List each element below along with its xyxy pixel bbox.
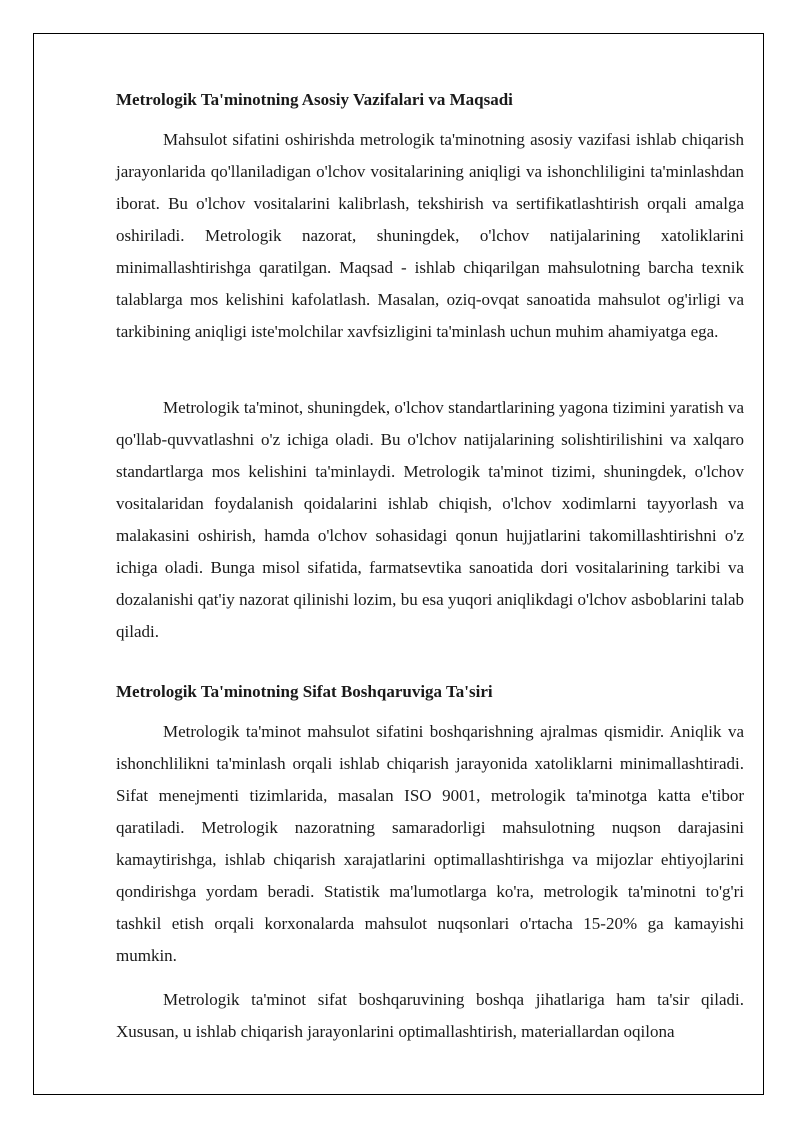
paragraph: Metrologik ta'minot, shuningdek, o'lchov standartlarining yagona tizimini yaratish va qo'llab-quvvatlashni o'z ichiga oladi. Bu o'lchov natijalarining solishtirilishini va xalqaro standartlarga mos kelishini ta'minlaydi. Metrologik ta'minot tizimi, shuningdek, o'lchov vositalaridan foydalanish qoidalarini ishlab chiqish, o'lchov xodimlarni tayyorlash va malakasini oshirish, hamda o'lchov sohasidagi qonun hujjatlarini takomillashtirishni o'z ichiga oladi. Bunga misol sifatida, farmatsevtika sanoatida dori vositalarining tarkibi va dozalanishi qat'iy nazorat qilinishi lozim, bu esa yuqori aniqlikdagi o'lchov asboblarini talab qiladi.: [116, 398, 744, 641]
section-heading-goals: Metrologik Ta'minotning Asosiy Vazifalari va Maqsadi: [116, 90, 513, 109]
paragraph: Metrologik ta'minot sifat boshqaruvining boshqa jihatlariga ham ta'sir qiladi. Xususan, u ishlab chiqarish jarayonlarini optimallashtirish, materiallardan oqilona: [116, 990, 744, 1041]
section-heading-quality-impact: Metrologik Ta'minotning Sifat Boshqaruviga Ta'siri: [116, 682, 493, 701]
paragraph: Mahsulot sifatini oshirishda metrologik ta'minotning asosiy vazifasi ishlab chiqarish jarayonlarida qo'llaniladigan o'lchov vositalarining aniqligi va ishonchliligini ta'minlashdan iborat. Bu o'lchov vositalarini kalibrlash, tekshirish va sertifikatlashtirish orqali amalga oshiriladi. Metrologik nazorat, shuningdek, o'lchov natijalarining xatoliklarini minimallashtirishga qaratilgan. Maqsad - ishlab chiqarilgan mahsulotning barcha texnik talablarga mos kelishini kafolatlash. Masalan, oziq-ovqat sanoatida mahsulot og'irligi va tarkibining aniqligi iste'molchilar xavfsizligini ta'minlash uchun muhim ahamiyatga ega.: [116, 130, 744, 341]
paragraph: Metrologik ta'minot mahsulot sifatini boshqarishning ajralmas qismidir. Aniqlik va ishonchlilikni ta'minlash orqali ishlab chiqarish jarayonida xatoliklarni minimallashtiradi. Sifat menejmenti tizimlarida, masalan ISO 9001, metrologik ta'minotga katta e'tibor qaratiladi. Metrologik nazoratning samaradorligi mahsulotning nuqson darajasini kamaytirishga, ishlab chiqarish xarajatlarini optimallashtirishga va mijozlar ehtiyojlarini qondirishga yordam beradi. Statistik ma'lumotlarga ko'ra, metrologik ta'minotni to'g'ri tashkil etish orqali korxonalarda mahsulot nuqsonlari o'rtacha 15-20% ga kamayishi mumkin.: [116, 722, 744, 965]
page-frame: [33, 33, 764, 1095]
